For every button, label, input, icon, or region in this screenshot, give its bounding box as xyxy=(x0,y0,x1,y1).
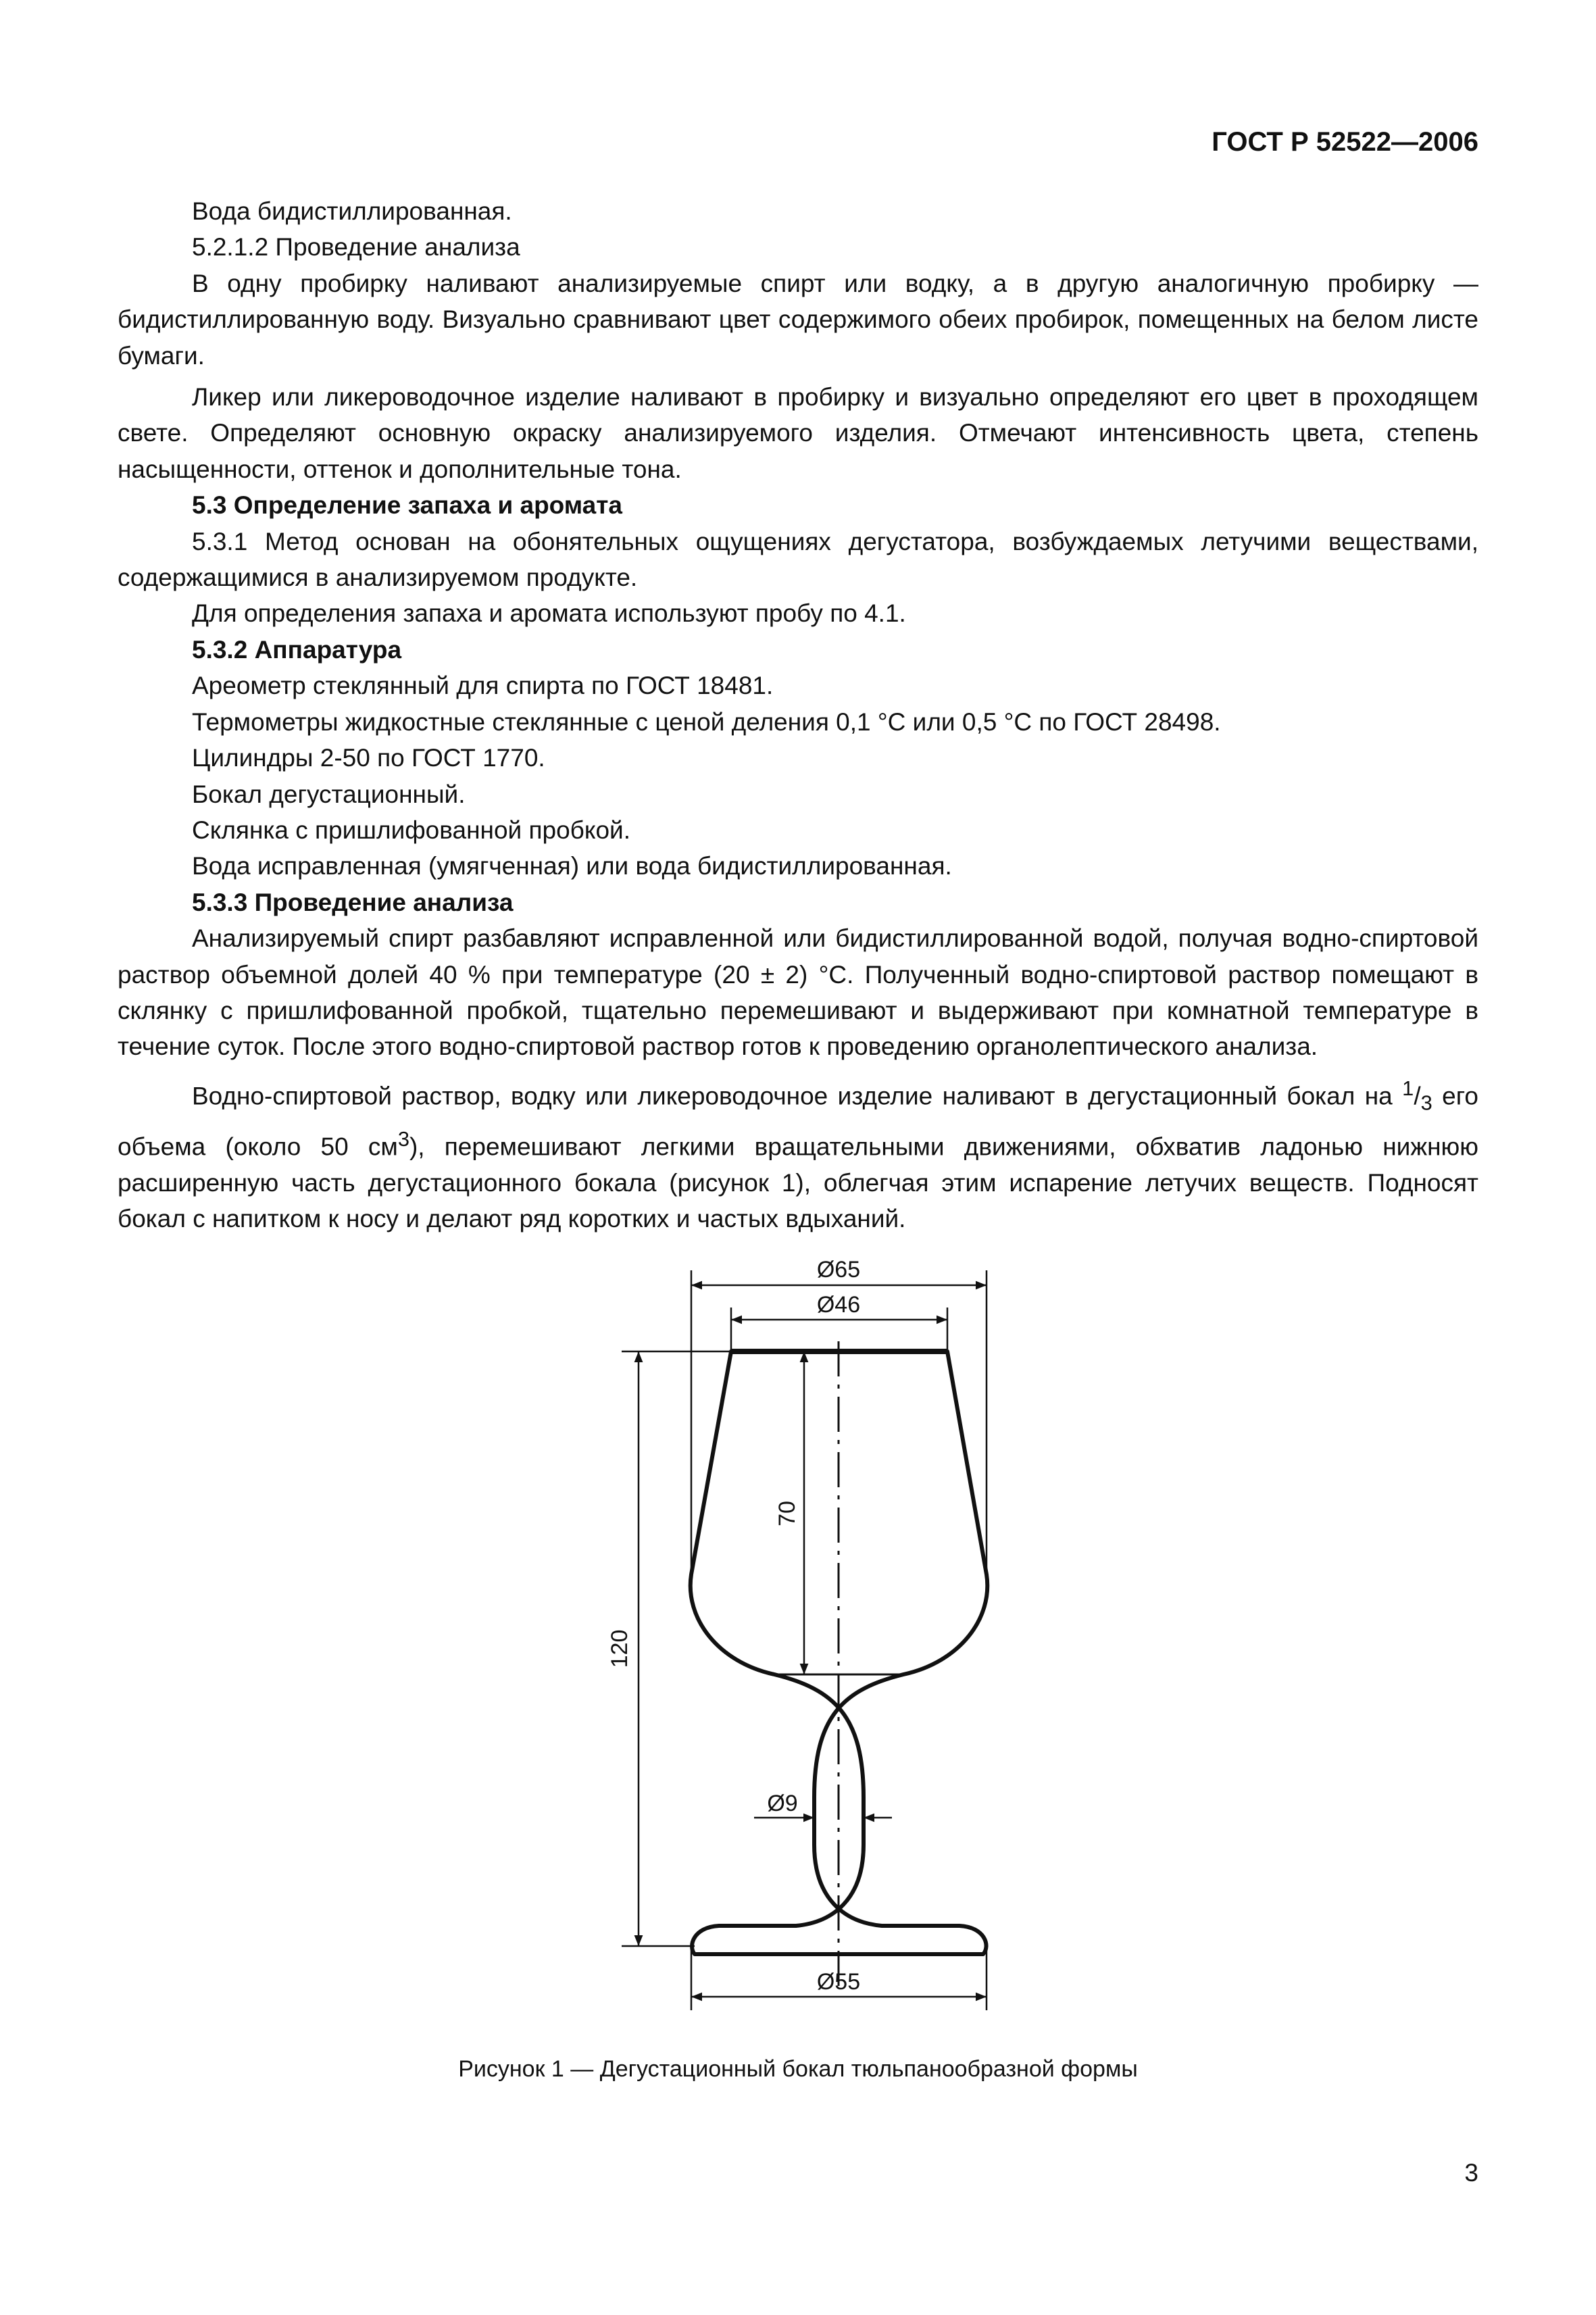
equipment-item: Склянка с пришлифованной пробкой. xyxy=(192,816,630,844)
figure-caption: Рисунок 1 — Дегустационный бокал тюльпанообразной формы xyxy=(458,2056,1138,2082)
tasting-glass-drawing xyxy=(0,1216,1596,2014)
equipment-item: Термометры жидкостные стеклянные с ценой деления 0,1 °С или 0,5 °С по ГОСТ 28498. xyxy=(192,707,1221,736)
equipment-item: Цилиндры 2-50 по ГОСТ 1770. xyxy=(192,744,545,772)
equipment-item: Ареометр стеклянный для спирта по ГОСТ 18481. xyxy=(192,672,774,700)
paragraph: Анализируемый спирт разбавляют исправленной или бидистиллированной водой, получая водно-спиртовой раствор объемной долей 40 % при температуре (20 ± 2) °С. Полученный водно-спиртовой раствор помещают в склянку с пришлифованной пробкой, тщательно перемешивают и выдерживают при комнатной температуре в течение суток. После этого водно-спиртовой раствор готов к проведению органолептического анализа. xyxy=(118,924,1478,1061)
dim-rim-inner-label: Ø46 xyxy=(816,1292,861,1318)
paragraph: Ликер или ликероводочное изделие наливают в пробирку и визуально определяют его цвет в проходящем свете. Определяют основную окраску анализируемого изделия. Отмечают интенсивность цвета, степень насыщенности, оттенок и дополнительные тона. xyxy=(118,383,1478,483)
document-body xyxy=(118,193,1478,1237)
superscript: 3 xyxy=(397,1126,409,1151)
page-number: 3 xyxy=(1464,2159,1478,2187)
dim-rim-outer-label: Ø65 xyxy=(816,1257,861,1283)
paragraph-text: Водно-спиртовой раствор, водку или ликероводочное изделие наливают в дегустационный бокал на xyxy=(192,1082,1403,1110)
dim-base-label: Ø55 xyxy=(816,1969,861,1995)
fraction-numerator: 1 xyxy=(1402,1076,1414,1100)
paragraph-text: его объема (около 50 см xyxy=(118,1082,1479,1161)
document-header: ГОСТ Р 52522—2006 xyxy=(1212,127,1478,157)
dim-total-height-label: 120 xyxy=(607,1629,632,1668)
fraction-slash: / xyxy=(1414,1082,1421,1110)
section-heading: 5.3.3 Проведение анализа xyxy=(192,888,514,916)
paragraph-with-fraction xyxy=(118,1070,1478,1237)
subsection-heading: 5.2.1.2 Проведение анализа xyxy=(192,233,520,262)
section-heading: 5.3 Определение запаха и аромата xyxy=(192,491,622,520)
equipment-item: Бокал дегустационный. xyxy=(192,780,466,808)
equipment-item: Вода исправленная (умягченная) или вода бидистиллированная. xyxy=(192,852,952,880)
paragraph: Для определения запаха и аромата используют пробу по 4.1. xyxy=(192,599,906,628)
paragraph: В одну пробирку наливают анализируемые спирт или водку, а в другую аналогичную пробирку — бидистиллированную воду. Визуально сравнивают цвет содержимого обеих пробирок, помещенных на белом листе бумаги. xyxy=(118,269,1478,370)
dim-bowl-height-label: 70 xyxy=(774,1501,800,1526)
paragraph: Вода бидистиллированная. xyxy=(192,197,512,225)
fraction-denominator: 3 xyxy=(1420,1091,1432,1115)
paragraph-text: ), перемешивают легкими вращательными движениями, обхватив ладонью нижнюю расширенную часть дегустационного бокала (рисунок 1), облегчая этим испарение летучих веществ. Подносят бокал с напитком к носу и делают ряд коротких и частых вдыханий. xyxy=(118,1132,1478,1233)
dim-stem-label: Ø9 xyxy=(767,1791,798,1816)
paragraph: 5.3.1 Метод основан на обонятельных ощущениях дегустатора, возбуждаемых летучими веществами, содержащимися в анализируемом продукте. xyxy=(118,527,1478,592)
section-heading: 5.3.2 Аппаратура xyxy=(192,635,402,664)
